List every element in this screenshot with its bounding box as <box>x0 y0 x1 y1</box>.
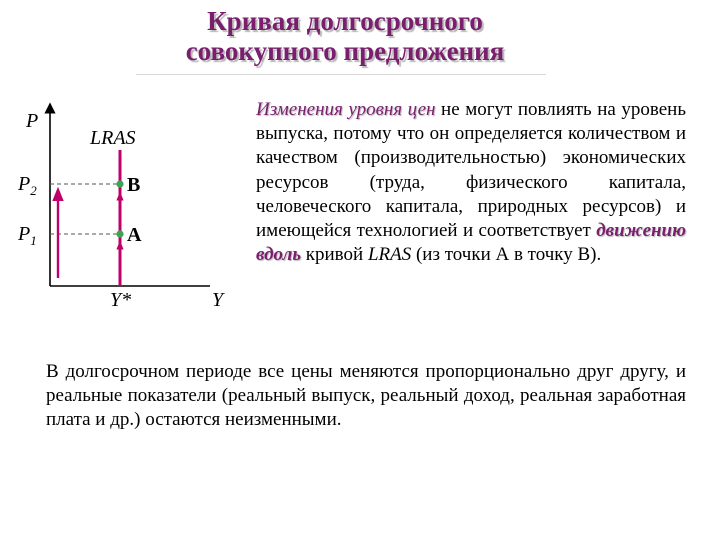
explanation-part-2: кривой <box>301 244 368 266</box>
price-level-p2-label: $P_2$ <box>18 173 37 198</box>
explanation-part-3: (из точки А в точку В). <box>411 244 602 266</box>
point-a-label: A <box>127 224 142 246</box>
conclusion-text: В долгосрочном периоде все цены меняются пропорционально друг другу, и реальные показатели (реальный выпуск, реальный доход, реальная заработная плата и др.) остаются неизменными. <box>46 361 686 431</box>
point-b-marker <box>116 180 123 187</box>
explanation-movement: движению вдоль <box>256 220 686 266</box>
explanation-text <box>256 98 686 267</box>
price-level-p1-label: $P_1$ <box>18 223 37 248</box>
title-line-1: Кривая долгосрочного <box>207 6 483 36</box>
explanation-highlight: Изменения уровня цен <box>256 99 436 120</box>
point-b-label: B <box>127 174 141 196</box>
x-axis-label: Y <box>212 289 224 311</box>
explanation-part-1: не могут повлиять на уровень выпуска, потому что он определяется количеством и качеством (производительностью) экономических ресурсов (труда, физического капитала, человеческого капитала, природных ресурсов) и имеющейся технологией и соответствует <box>256 99 686 242</box>
y-axis-label: P <box>26 110 39 132</box>
lras-label: LRAS <box>90 127 136 149</box>
point-a-marker <box>116 230 123 237</box>
potential-output-label: Y* <box>110 289 132 311</box>
explanation-lras: LRAS <box>367 244 412 266</box>
title-line-2: совокупного предложения <box>185 36 505 66</box>
